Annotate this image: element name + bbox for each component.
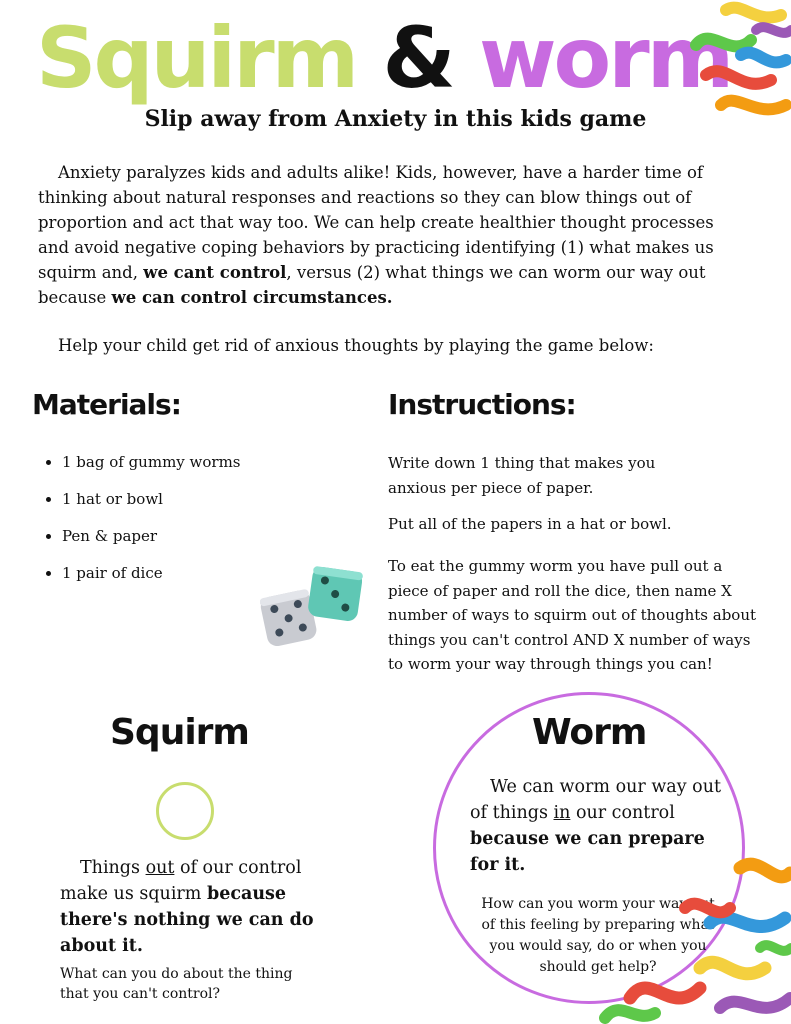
- instruction-step-3: To eat the gummy worm you have pull out a piece of paper and roll the dice, then name X number of ways to squirm out of thoughts about things you can't control AND X number of ways to worm your way through things you can!: [388, 557, 757, 673]
- green-ring-icon: [156, 782, 214, 840]
- worm-heading: Worm: [532, 712, 647, 753]
- gummy-worms-image: [590, 848, 791, 1024]
- squirm-question: What can you do about the thing that you can't control?: [60, 966, 293, 1002]
- subtitle: Slip away from Anxiety in this kids game: [144, 106, 647, 132]
- instruction-step-1: Write down 1 thing that makes you anxious per piece of paper.: [388, 454, 656, 497]
- title-worm: worm: [478, 9, 732, 107]
- list-item: • 1 pair of dice: [62, 561, 241, 598]
- title-squirm: Squirm: [36, 9, 357, 107]
- list-item: • 1 hat or bowl: [62, 487, 241, 524]
- help-text: Help your child get rid of anxious thoughts by playing the game below:: [58, 336, 654, 355]
- dice-icon: [260, 565, 365, 650]
- page-title: [36, 8, 731, 108]
- worm-paragraph: We can worm our way out of things in our control because we can prepare for it.: [470, 777, 722, 875]
- instruction-step-2: Put all of the papers in a hat or bowl.: [388, 515, 672, 533]
- intro-paragraph: Anxiety paralyzes kids and adults alike! Kids, however, have a harder time of thinking about natural responses and reactions so they can blow things out of proportion and act that way too. We can help create healthier thought processes and avoid negative coping behaviors by practicing identifying (1) what makes us squirm and, we cant control, versus (2) what things we can worm our way out because we can control circumstances.: [38, 163, 714, 307]
- materials-heading: Materials:: [32, 388, 181, 421]
- squirm-heading: Squirm: [110, 712, 249, 753]
- materials-list: [44, 450, 241, 598]
- worm-question: How can you worm your way out of this feeling by preparing what you would say, do or when you should get help?: [481, 896, 715, 975]
- title-ampersand: &: [382, 9, 453, 107]
- list-item: • 1 bag of gummy worms: [62, 450, 241, 487]
- list-item: • Pen & paper: [62, 524, 241, 561]
- instructions-heading: Instructions:: [388, 388, 576, 421]
- squirm-paragraph: Things out of our control make us squirm because there's nothing we can do about it.: [60, 858, 314, 956]
